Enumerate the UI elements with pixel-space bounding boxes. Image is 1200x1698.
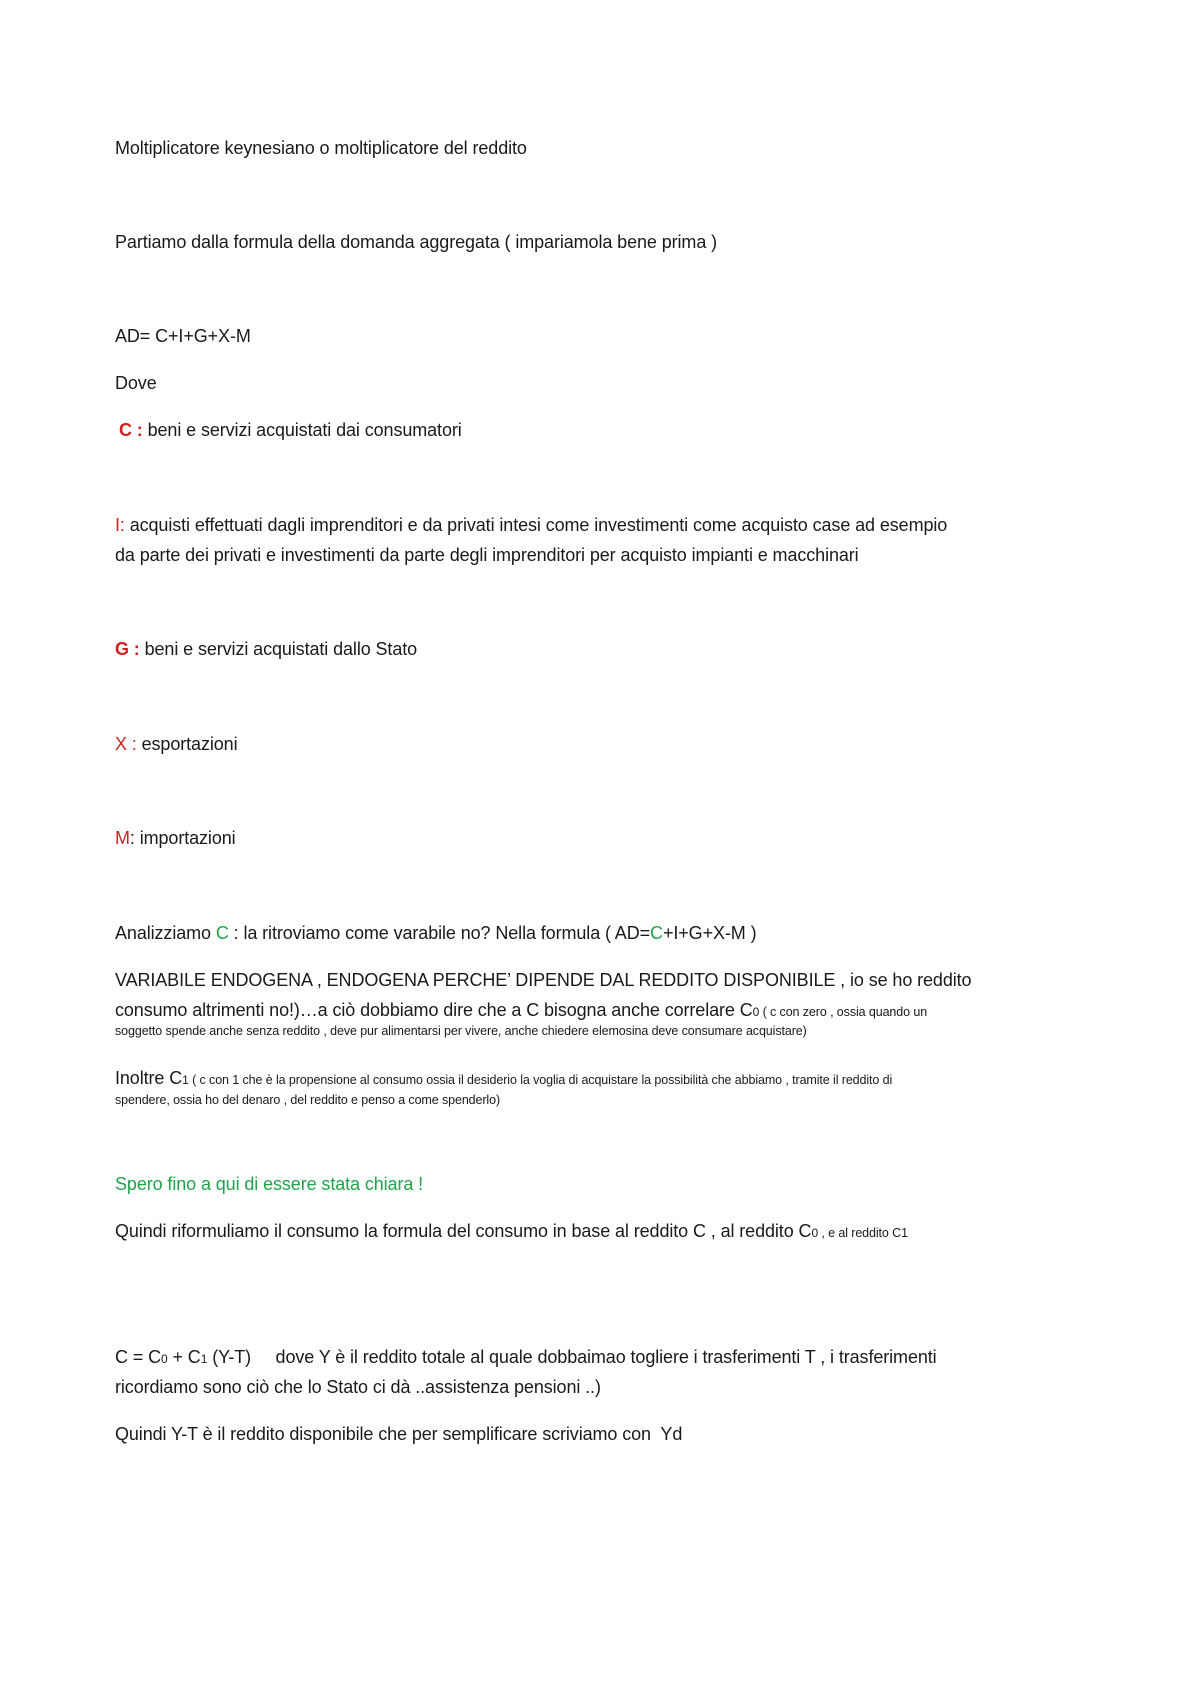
formula-c-sub1: 1 bbox=[200, 1352, 208, 1366]
analysis-text-1: Analizziamo bbox=[115, 923, 216, 943]
formula-c-part3: (Y-T) dove Y è il reddito totale al quale dobbaimao togliere i trasferimenti T , i trasferimenti bbox=[207, 1347, 937, 1367]
term-i-text: acquisti effettuati dagli imprenditori e da privati intesi come investimenti come acquisto case ad esempio bbox=[124, 515, 948, 535]
spero-line: Spero fino a qui di essere stata chiara ! bbox=[115, 1174, 424, 1194]
term-c-text: beni e servizi acquistati dai consumatori bbox=[142, 420, 462, 440]
term-c-symbol: C : bbox=[119, 420, 143, 440]
final-line: Quindi Y-T è il reddito disponibile che per semplificare scriviamo con Yd bbox=[115, 1424, 683, 1444]
endogena-line-1: VARIABILE ENDOGENA , ENDOGENA PERCHE’ DIPENDE DAL REDDITO DISPONIBILE , io se ho reddito bbox=[115, 970, 972, 990]
consumption-formula bbox=[115, 1341, 937, 1375]
analysis-text-2: : la ritroviamo come varabile no? Nella formula ( AD= bbox=[228, 923, 651, 943]
term-m-symbol: M bbox=[115, 828, 130, 848]
endogena-text: consumo altrimenti no!)…a ciò dobbiamo dire che a C bisogna anche correlare C bbox=[115, 1000, 753, 1020]
term-i-symbol: I: bbox=[115, 515, 125, 535]
term-g-symbol: G : bbox=[115, 639, 140, 659]
quindi-line bbox=[115, 1215, 908, 1249]
c1-note-continued: spendere, ossia ho del denaro , del reddito e penso a come spenderlo) bbox=[115, 1093, 501, 1107]
c0-note: ( c con zero , ossia quando un bbox=[759, 1005, 928, 1019]
quindi-tail: , e al reddito C1 bbox=[818, 1226, 908, 1240]
document-title: Moltiplicatore keynesiano o moltiplicatore del reddito bbox=[115, 138, 527, 158]
c1-subscript: 1 bbox=[182, 1073, 189, 1087]
term-c bbox=[119, 414, 462, 446]
term-x bbox=[115, 728, 237, 760]
term-g-text: beni e servizi acquistati dallo Stato bbox=[139, 639, 418, 659]
dove-label: Dove bbox=[115, 373, 157, 393]
formula-c-sub0: 0 bbox=[161, 1352, 168, 1366]
term-m bbox=[115, 822, 236, 854]
formula-c-part2: + C bbox=[167, 1347, 201, 1367]
term-i-continued: da parte dei privati e investimenti da parte degli imprenditori per acquisto impianti e macchinari bbox=[115, 545, 859, 565]
c1-note: ( c con 1 che è la propensione al consumo ossia il desiderio la voglia di acquistare la possibilità che abbiamo , tramite il reddito di bbox=[188, 1073, 893, 1087]
analysis-c: C bbox=[215, 923, 229, 943]
ad-formula: AD= C+I+G+X-M bbox=[115, 326, 251, 346]
intro-paragraph: Partiamo dalla formula della domanda aggregata ( impariamola bene prima ) bbox=[115, 232, 718, 252]
analysis-c-formula: C bbox=[650, 923, 663, 943]
term-i bbox=[115, 509, 947, 541]
c0-note-continued: soggetto spende anche senza reddito , deve pur alimentarsi per vivere, anche chiedere elemosina deve consumare acquistare) bbox=[115, 1024, 807, 1038]
analysis-line bbox=[115, 917, 756, 949]
quindi-text: Quindi riformuliamo il consumo la formula del consumo in base al reddito C , al reddito C bbox=[115, 1221, 812, 1241]
term-x-symbol: X : bbox=[115, 734, 137, 754]
term-g bbox=[115, 633, 417, 665]
term-x-text: esportazioni bbox=[136, 734, 238, 754]
consumption-formula-continued: ricordiamo sono ciò che lo Stato ci dà ..assistenza pensioni ..) bbox=[115, 1377, 601, 1397]
c0-subscript: 0 bbox=[752, 1005, 760, 1019]
inoltre-text: Inoltre C bbox=[115, 1068, 183, 1088]
analysis-text-3: +I+G+X-M ) bbox=[662, 923, 757, 943]
term-m-text: : importazioni bbox=[129, 828, 236, 848]
formula-c-part1: C = C bbox=[115, 1347, 162, 1367]
quindi-subscript: 0 bbox=[811, 1226, 819, 1240]
